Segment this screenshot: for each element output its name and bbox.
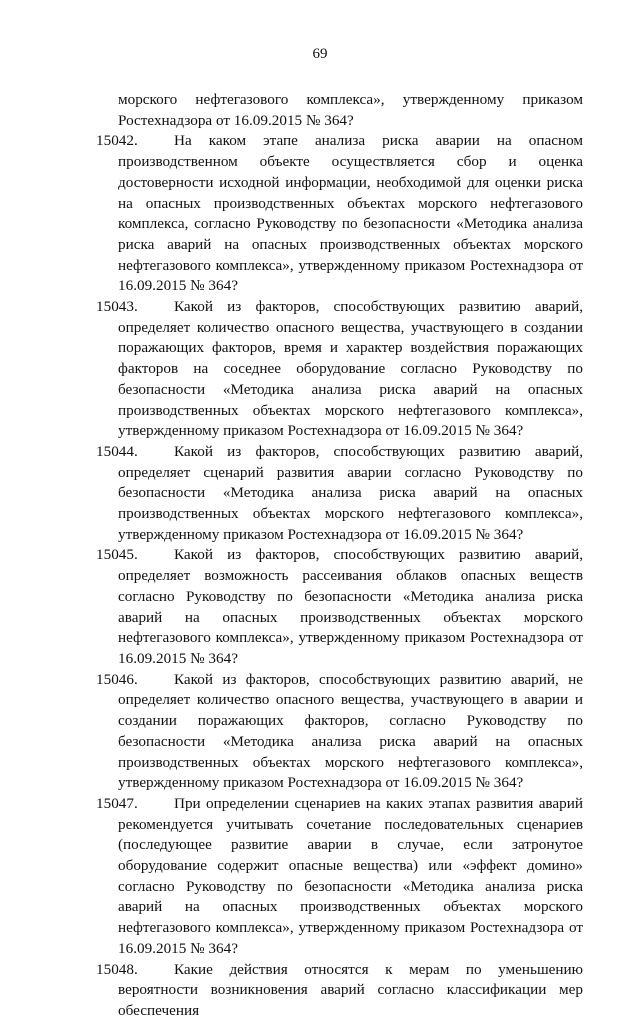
question-text: При определении сценариев на каких этапах развития аварий рекомендуется учитывать сочетание последовательных сценариев (последующее развитие аварии в случае, если затронутое оборудование содержит опасные вещества) или «эффект домино» согласно Руководству по безопасности «Методика анализа риска аварий на опасных производственных объектах морского нефтегазового комплекса», утвержденному приказом Ростехнадзора от 16.09.2015 № 364? — [118, 794, 583, 957]
question-item — [96, 442, 583, 546]
question-number: 15048. — [96, 960, 138, 978]
question-number: 15044. — [96, 442, 138, 460]
question-text: Какой из факторов, способствующих развитию аварий, не определяет количество опасного вещества, участвующего в аварии и создании поражающих факторов, согласно Руководству по безопасности «Методика анализа риска аварий на опасных производственных объектах морского нефтегазового комплекса», утвержденному приказом Ростехнадзора от 16.09.2015 № 364? — [118, 670, 583, 792]
document-body — [96, 90, 583, 1022]
question-item — [96, 794, 583, 960]
question-number: 15046. — [96, 670, 138, 688]
question-number: 15047. — [96, 794, 138, 812]
question-text: Какие действия относятся к мерам по уменьшению вероятности возникновения аварий согласно классификации мер обеспечения — [118, 960, 583, 1019]
question-item — [96, 545, 583, 669]
question-number: 15045. — [96, 546, 138, 564]
question-item — [96, 960, 583, 1022]
question-text: Какой из факторов, способствующих развитию аварий, определяет сценарий развития аварии согласно Руководству по безопасности «Методика анализа риска аварий на опасных производственных объектах морского нефтегазового комплекса», утвержденному приказом Ростехнадзора от 16.09.2015 № 364? — [118, 442, 583, 543]
question-number: 15042. — [96, 132, 138, 150]
continuation-text: морского нефтегазового комплекса», утвержденному приказом Ростехнадзора от 16.09.2015 № 364? — [118, 91, 583, 129]
question-text: Какой из факторов, способствующих развитию аварий, определяет количество опасного вещества, участвующего в создании поражающих факторов, время и характер воздействия поражающих факторов на соседнее оборудование согласно Руководству по безопасности «Методика анализа риска аварий на опасных производственных объектах морского нефтегазового комплекса», утвержденному приказом Ростехнадзора от 16.09.2015 № 364? — [118, 298, 583, 440]
question-item — [96, 297, 583, 442]
question-item — [96, 131, 583, 297]
question-number: 15043. — [96, 298, 138, 316]
question-item — [96, 670, 583, 794]
page-number: 69 — [312, 46, 328, 62]
question-text: На каком этапе анализа риска аварии на опасном производственном объекте осуществляется сбор и оценка достоверности исходной информации, необходимой для оценки риска на опасных производственных объектах морского нефтегазового комплекса, согласно Руководству по безопасности «Методика анализа риска аварий на опасных производственных объектах морского нефтегазового комплекса», утвержденному приказом Ростехнадзора от 16.09.2015 № 364? — [118, 132, 583, 295]
question-text: Какой из факторов, способствующих развитию аварий, определяет возможность рассеивания облаков опасных веществ согласно Руководству по безопасности «Методика анализа риска аварий на опасных производственных объектах морского нефтегазового комплекса», утвержденному приказом Ростехнадзора от 16.09.2015 № 364? — [118, 546, 583, 667]
